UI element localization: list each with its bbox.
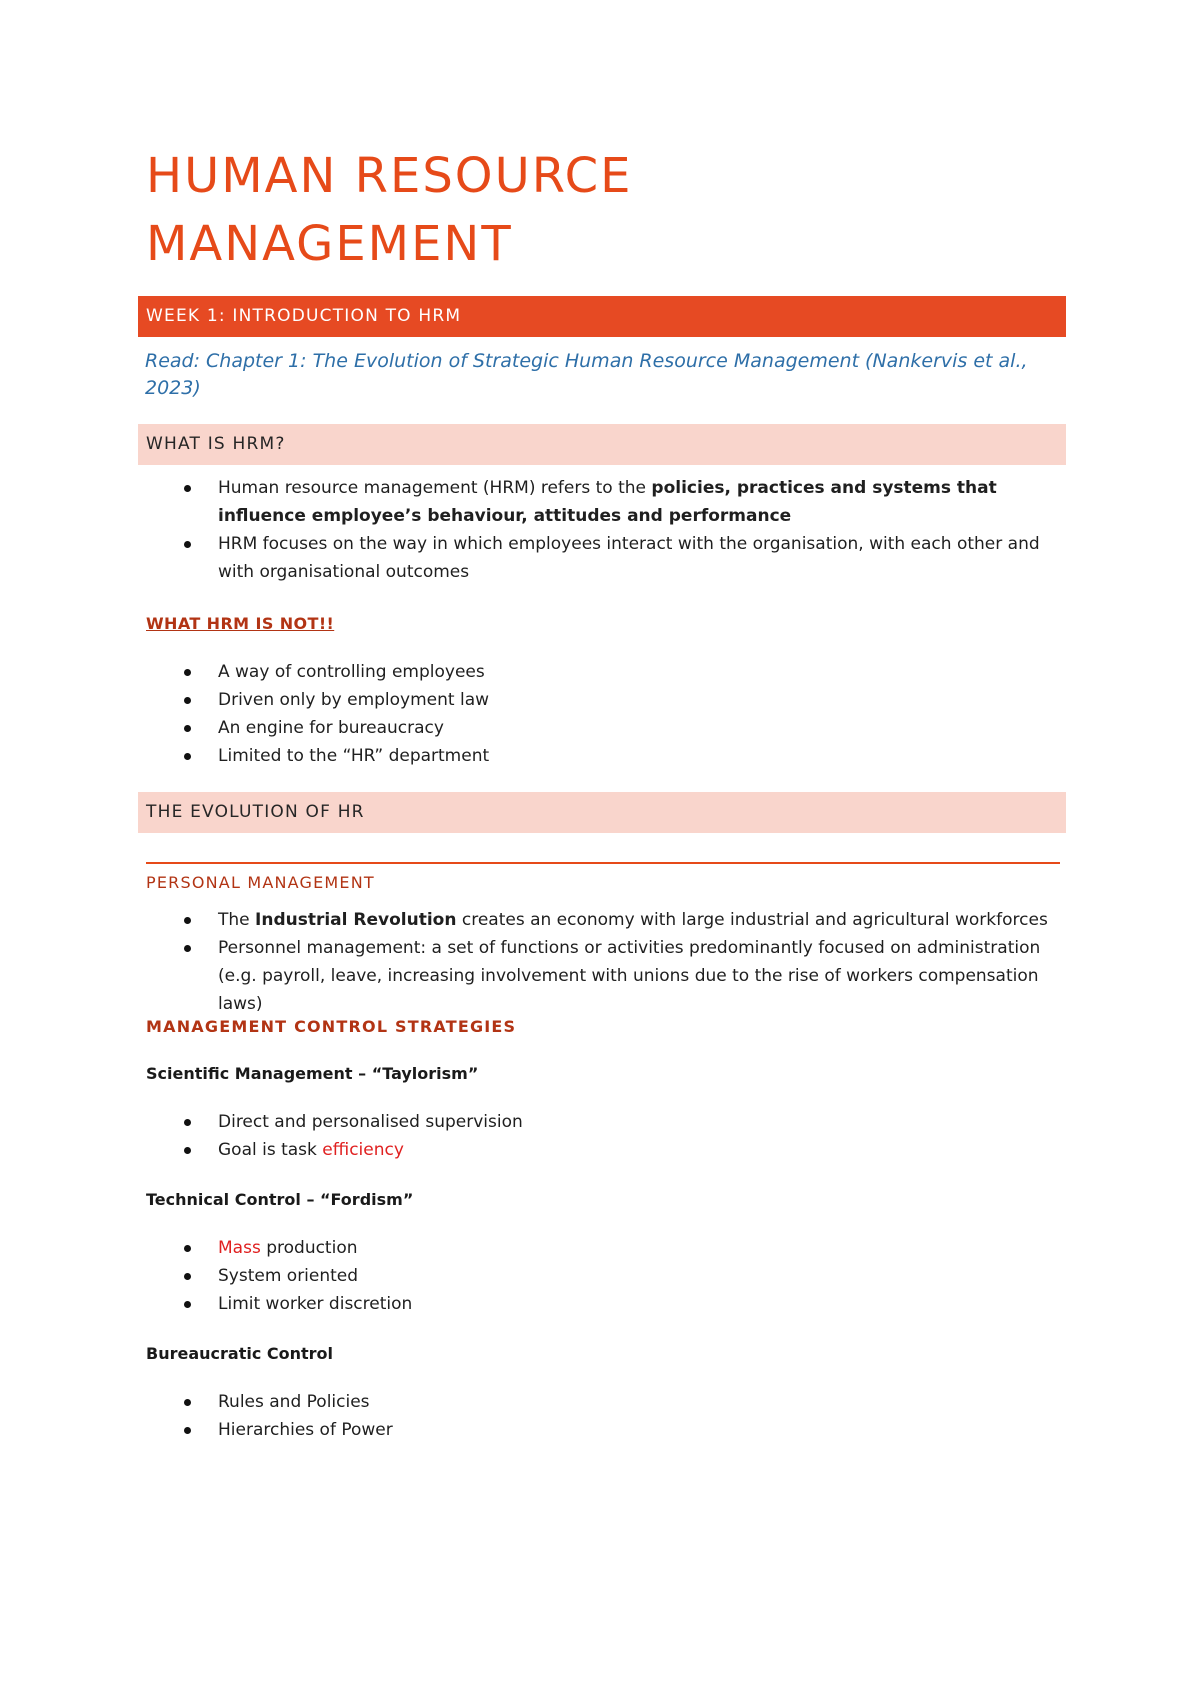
reading-reference: Read: Chapter 1: The Evolution of Strategic Human Resource Management (Nankervis et al., 2023) (145, 350, 1028, 399)
list-item (146, 714, 1066, 742)
list-item (146, 1262, 1066, 1290)
bureaucratic-control-list (146, 1388, 1066, 1444)
what-hrm-is-not-list (146, 658, 1066, 770)
list-item (146, 1416, 1066, 1444)
bullet-icon (184, 669, 191, 676)
bullet-text: System oriented (218, 1266, 359, 1286)
highlighted-text: efficiency (322, 1140, 404, 1160)
bullet-text: Goal is task (218, 1140, 323, 1160)
highlighted-text: Mass (218, 1238, 261, 1258)
week-heading-bar: WEEK 1: INTRODUCTION TO HRM (138, 296, 1066, 337)
bullet-icon (184, 485, 191, 492)
what-is-hrm-heading: WHAT IS HRM? (138, 424, 1066, 465)
scientific-management-list (146, 1108, 1066, 1164)
bullet-icon (184, 1119, 191, 1126)
bullet-icon (184, 1147, 191, 1154)
bullet-text: Direct and personalised supervision (218, 1112, 523, 1132)
document-title: HUMAN RESOURCE MANAGEMENT (146, 148, 633, 272)
list-item (146, 906, 1066, 934)
personal-management-heading: PERSONAL MANAGEMENT (146, 873, 375, 892)
bullet-text: Hierarchies of Power (218, 1420, 393, 1440)
bullet-text: Personnel management: a set of functions or activities predominantly focused on administration (e.g. payroll, leave, increasing involvement with unions due to the rise of workers compensation laws) (218, 938, 1041, 1014)
list-item (146, 658, 1066, 686)
personal-management-list (146, 906, 1066, 1018)
technical-control-list (146, 1234, 1066, 1318)
bullet-text: Limit worker discretion (218, 1294, 413, 1314)
bullet-bold-text: policies, practices and systems that influence employee’s behaviour, attitudes and performance (218, 478, 997, 526)
list-item (146, 1290, 1066, 1318)
bullet-icon (184, 945, 191, 952)
list-item (146, 1388, 1066, 1416)
list-item (146, 1108, 1066, 1136)
evolution-heading: THE EVOLUTION OF HR (138, 792, 1066, 833)
list-item (146, 474, 1066, 530)
bullet-icon (184, 541, 191, 548)
bullet-text: HRM focuses on the way in which employees interact with the organisation, with each other and with organisational outcomes (218, 534, 1040, 582)
list-item (146, 934, 1066, 1018)
bullet-icon (184, 917, 191, 924)
scientific-management-heading: Scientific Management – “Taylorism” (146, 1064, 479, 1083)
bullet-icon (184, 697, 191, 704)
bullet-icon (184, 753, 191, 760)
bullet-icon (184, 1273, 191, 1280)
bullet-text: The (218, 910, 256, 930)
list-item (146, 742, 1066, 770)
list-item (146, 530, 1066, 586)
bullet-text: Limited to the “HR” department (218, 746, 490, 766)
bullet-icon (184, 1245, 191, 1252)
bureaucratic-control-heading: Bureaucratic Control (146, 1344, 334, 1363)
management-control-heading: MANAGEMENT CONTROL STRATEGIES (146, 1017, 517, 1036)
bullet-text: Rules and Policies (218, 1392, 370, 1412)
bullet-text: creates an economy with large industrial and agricultural workforces (456, 910, 1048, 930)
what-hrm-is-not-heading: WHAT HRM IS NOT!! (146, 614, 335, 633)
list-item (146, 1234, 1066, 1262)
technical-control-heading: Technical Control – “Fordism” (146, 1190, 414, 1209)
bullet-text: A way of controlling employees (218, 662, 485, 682)
bullet-text: An engine for bureaucracy (218, 718, 444, 738)
section-divider (146, 862, 1060, 864)
what-is-hrm-list (146, 474, 1066, 586)
bullet-text: production (260, 1238, 358, 1258)
list-item (146, 1136, 1066, 1164)
list-item (146, 686, 1066, 714)
bullet-bold-text: Industrial Revolution (255, 910, 457, 930)
bullet-icon (184, 1301, 191, 1308)
bullet-icon (184, 1427, 191, 1434)
bullet-icon (184, 1399, 191, 1406)
bullet-text: Driven only by employment law (218, 690, 490, 710)
bullet-text: Human resource management (HRM) refers to the (218, 478, 652, 498)
bullet-icon (184, 725, 191, 732)
